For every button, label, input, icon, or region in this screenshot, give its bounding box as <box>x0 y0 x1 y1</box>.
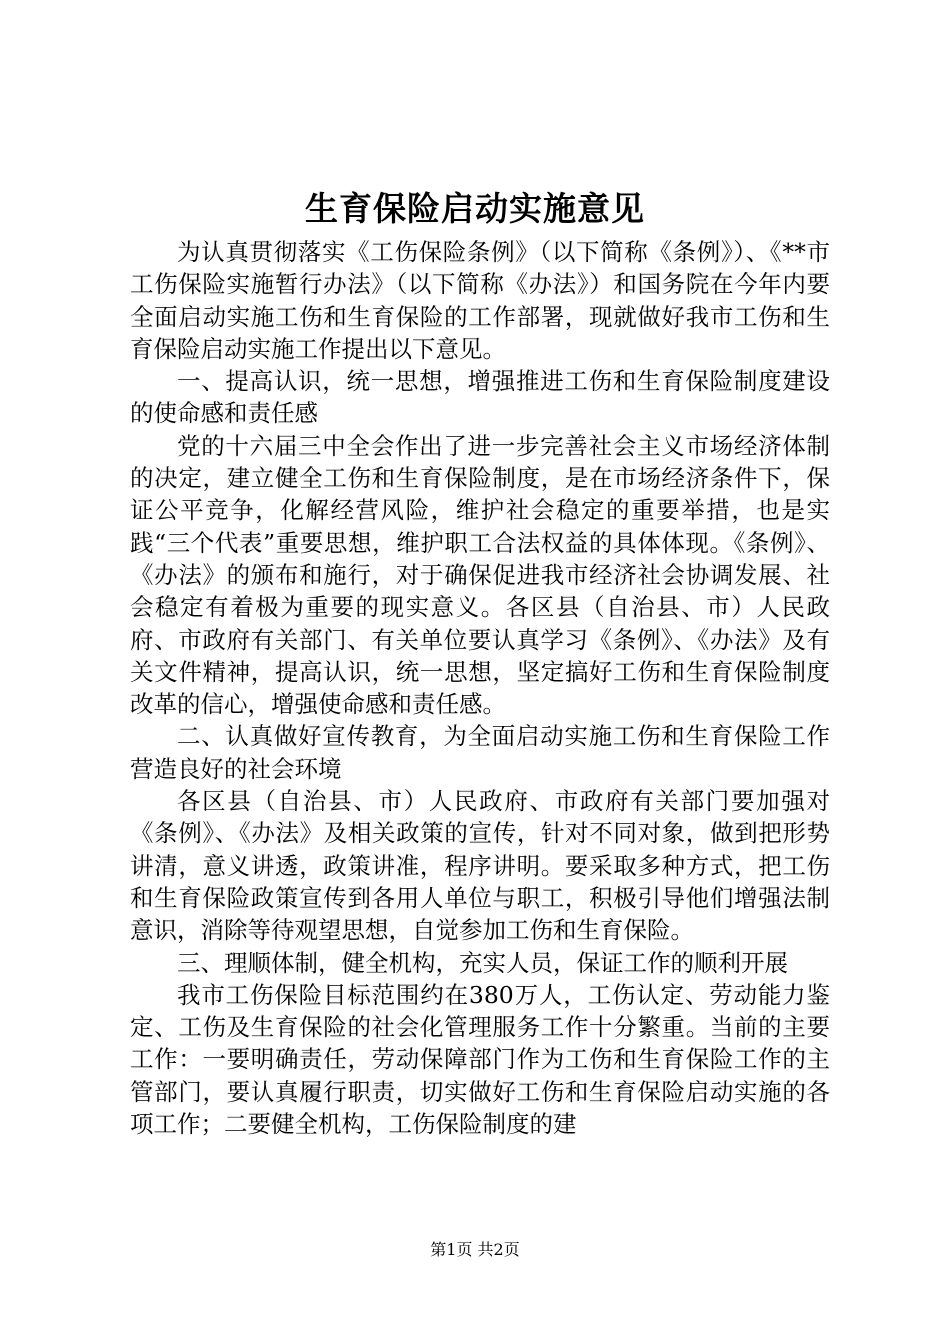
intro-paragraph: 为认真贯彻落实《工伤保险条例》（以下简称《条例》）、《**市工伤保险实施暂行办法》（以下简称《办法》）和国务院在今年内要全面启动实施工伤和生育保险的工作部署，现就做好我市工伤和生育保险启动实施工作提出以下意见。 <box>130 238 830 363</box>
document-title: 生育保险启动实施意见 <box>305 189 645 228</box>
section-paragraph-1: 党的十六届三中全会作出了进一步完善社会主义市场经济体制的决定，建立健全工伤和生育保险制度，是在市场经济条件下，保证公平竞争，化解经营风险，维护社会稳定的重要举措，也是实践“三个代表”重要思想，维护职工合法权益的具体体现。《条例》、《办法》的颁布和施行，对于确保促进我市经济社会协调发展、社会稳定有着极为重要的现实意义。各区县（自治县、市）人民政府、市政府有关部门、有关单位要认真学习《条例》、《办法》及有关文件精神，提高认识，统一思想，坚定搞好工伤和生育保险制度改革的信心，增强使命感和责任感。 <box>130 431 830 719</box>
document-body <box>130 236 830 1140</box>
section-heading-1: 一、提高认识，统一思想，增强推进工伤和生育保险制度建设的使命感和责任感 <box>130 367 830 428</box>
page-number-footer: 第1页 共2页 <box>430 1240 520 1259</box>
section-heading-3: 三、理顺体制，健全机构，充实人员，保证工作的顺利开展 <box>177 948 788 977</box>
section-paragraph-3: 我市工伤保险目标范围约在380万人，工伤认定、劳动能力鉴定、工伤及生育保险的社会化管理服务工作十分繁重。当前的主要工作：一要明确责任，劳动保障部门作为工伤和生育保险工作的主管部门，要认真履行职责，切实做好工伤和生育保险启动实施的各项工作；二要健全机构，工伤保险制度的建 <box>130 980 830 1139</box>
section-paragraph-2: 各区县（自治县、市）人民政府、市政府有关部门要加强对《条例》、《办法》及相关政策的宣传，针对不同对象，做到把形势讲清，意义讲透，政策讲准，程序讲明。要采取多种方式，把工伤和生育保险政策宣传到各用人单位与职工，积极引导他们增强法制意识，消除等待观望思想，自觉参加工伤和生育保险。 <box>130 787 830 945</box>
section-heading-2: 二、认真做好宣传教育，为全面启动实施工伤和生育保险工作营造良好的社会环境 <box>130 722 830 783</box>
